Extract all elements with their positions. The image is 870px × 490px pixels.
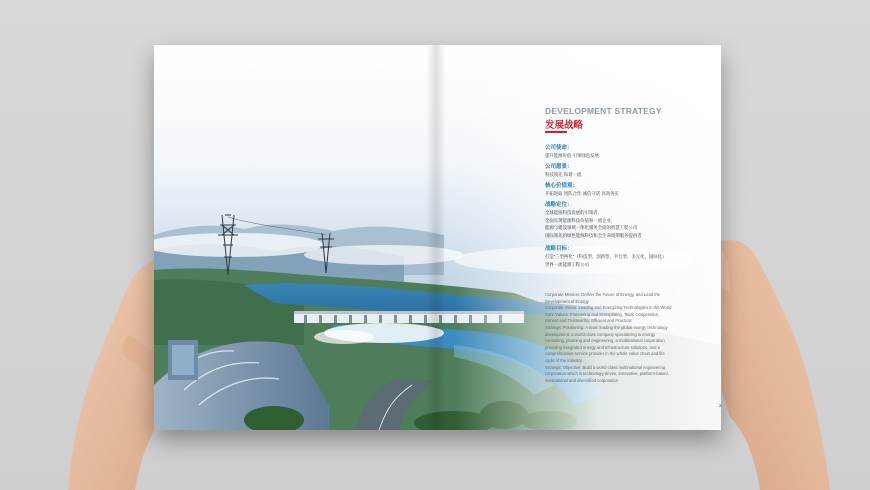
brochure-spread [154,45,721,430]
english-line: corporation which is technology-driven, innovative, platform-based, [545,371,669,377]
english-line: Development of Energy [545,298,589,304]
english-line: development, a world-class company specializing in energy [545,331,656,337]
section-objective [545,246,695,268]
section-values [545,183,695,198]
english-line: providing integrated energy and infrastructure solutions, and a [545,344,660,350]
section-heading: 核心价值观： [545,183,579,189]
section-line: 全面实现能源科技价值和一流企业， [545,217,616,223]
section-heading: 战略定位： [545,202,573,208]
english-line: Corporate Vision: Leading and Energizing Technologies in the World [545,305,672,311]
section-vision [545,164,695,179]
page-number: 2 [719,403,722,408]
english-line: consulting, planning and engineering, a multinational corporation [545,338,665,344]
strategy-text-panel [537,100,695,420]
section-line: 开拓进取 团队合作 诚信守诺 高效务实 [545,191,619,196]
section-line: 国际领先的绿色能源科技和全生命周期服务提供者 [545,232,642,238]
english-line: comprehensive service provider in the whole value chain and life [545,351,665,357]
section-line: 全球能源科技发展的引领者， [545,210,603,215]
section-heading: 公司使命： [545,145,573,151]
right-hand [700,232,850,490]
english-line: Strategic Objective: Build a world-class multinational engineering [545,364,666,370]
english-line: Corporate Mission: Deliver the Future of Energy, and Lead the [545,292,661,297]
section-heading: 战略目标： [545,246,573,252]
title-chinese: 发展战略 [545,120,584,131]
english-line: international and diversified corporation [545,377,619,383]
english-line: Strategic Positioning: A team leading the global energy technology [545,324,668,330]
section-line: 世界一流能源工程公司 [545,261,589,267]
english-line: Honest and Trustworthy, Efficient and Practical [545,318,632,324]
section-line: 能源与建设领域一体化服务全面的智慧工程公司 [545,225,638,230]
section-mission [545,145,695,160]
title-underline [545,131,567,133]
section-heading: 公司愿景： [545,164,573,170]
title-english: DEVELOPMENT STRATEGY [545,106,662,116]
english-line: Core Values: Pioneering and Enterprising, Team Cooperation, [545,311,660,317]
book-spine [426,45,446,430]
section-line: 提升能源价值 引领绿色发展 [545,153,599,158]
section-positioning [545,202,695,239]
section-line: 科技领先 和谐一流 [545,172,582,177]
english-description [545,292,695,384]
english-line: cycle of the industry [545,357,583,363]
section-line: 打造“三型两化”（科技型、创新型、平台型、多元化、国际化） [545,254,667,259]
